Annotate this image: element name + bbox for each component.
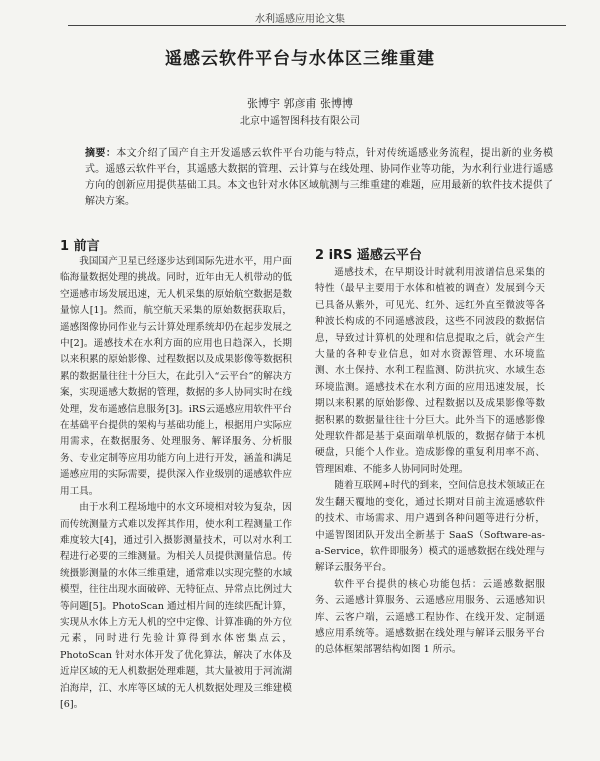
paper-title: 遥感云软件平台与水体区三维重建 [165, 49, 435, 69]
right-column [315, 265, 545, 659]
authors: 张博宇 郭彦甫 张博博 [247, 97, 353, 110]
affiliation: 北京中遥智图科技有限公司 [240, 116, 360, 127]
intro-paragraph-1: 我国国产卫星已经逐步达到国际先进水平，用户面临海量数据处理的挑战。同时，近年由无人机带动的低空遥感市场发展迅速，无人机采集的原始航空数据是数量惊人[1]。然而，航空航天采集的原始数据获取后，遥感图像协同作业与云计算处理系统却仍在起步发展之中[2]。遥感技术在水利方面的应用也日趋深入，长期以来积累的原始影像、过程数据以及成果影像等数据积累的数据量往往十分巨大，在此引入“云平台”的解决方案，实现遥感大数据的管理，数据的多人协同实时在线处理，发布遥感信息服务[3]。iRS云遥感应用软件平台在基础平台提供的架构与基础功能上，根据用户实际应用需求，在数据服务、处理服务、解译服务、分析服务、专业定制等应用功能方向上进行开发，涵盖和满足遥感应用的实际需要，提供深入作业级别的遥感软件应用工具。 [60, 256, 292, 497]
irs-paragraph-1: 遥感技术，在早期设计时就利用波谱信息采集的特性（最早主要用于水体和植被的调查）发展到今天已具备从紫外，可见光、红外、远红外直至微波等各种波长构成的不同遥感波段，这些不同波段的数据信息，导致过计算机的处理和信息提取之后，就会产生大量的各种专业信息，如对水资源管理、水环境监测、水土保持、水利工程监测、防洪抗灾、水域生态环境监测。遥感技术在水利方面的应用迅速发展，长期以来积累的原始影像、过程数据以及成果影像等数据积累的数据量往往十分巨大。此外当下的遥感影像处理软件都是基于桌面端单机版的，数据存储于本机硬盘，只能个人作业。造成影像的重复利用率不高、管理困难、不能多人协同同时处理。 [315, 267, 545, 475]
abstract-label: 摘要： [85, 148, 117, 159]
abstract-text: 本文介绍了国产自主开发遥感云软件平台功能与特点，针对传统遥感业务流程，提出新的业务模式。遥感云软件平台，其遥感大数据的管理、云计算与在线处理、协同作业等功能，为水利行业进行遥感方向的创新应用提供基础工具。本文也针对水体区域航测与三维重建的难题，应用最新的软件技术提供了解决方案。 [85, 148, 554, 207]
intro-paragraph-2: 由于水利工程场地中的水文环境相对较为复杂，因而传统测量方式难以发挥其作用，使水利工程测量工作难度较大[4]，通过引入摄影测量技术，可以对水利工程进行必要的三维测量。为相关人员提供测量信息。传统摄影测量的水体三维重建，通常难以实现完整的水域模型，往往出现水面破碎、无特征点、异常点比例过大等问题[5]。PhotoScan 通过相片间的连续匹配计算，实现从水体上方无人机的空中定像、计算准确的外方位元素，同时进行先验计算得到水体密集点云，PhotoScan 针对水体开发了优化算法，解决了水体及近岸区域的无人机数据处理难题，其大量被用于河流湖泊海岸，江、水库等区域的无人机数据处理及三维建模[6]。 [60, 502, 292, 710]
abstract [85, 146, 553, 210]
left-column [60, 254, 292, 713]
running-header: 水利遥感应用论文集 [255, 14, 345, 25]
header-rule [68, 25, 566, 26]
section-heading-irs: 2 iRS 遥感云平台 [315, 248, 422, 263]
section-heading-intro: 1 前言 [60, 239, 100, 254]
irs-paragraph-2: 随着互联网+时代的到来，空间信息技术领域正在发生翻天覆地的变化，通过长期对目前主流遥感软件的技术、市场需求、用户遇到各种问题等进行分析，中遥智图团队开发出全新基于 SaaS（Software-as-a-Service，软件即服务）模式的遥感数据在线处理与解译云服务平台。 [315, 480, 545, 574]
irs-paragraph-3: 软件平台提供的核心功能包括：云遥感数据服务、云遥感计算服务、云遥感应用服务、云遥感知识库、云客户端，云遥感工程协作、在线开发、定制遥感应用系统等。遥感数据在线处理与解译云服务平台的总体框架部署结构如图 1 所示。 [315, 578, 545, 656]
